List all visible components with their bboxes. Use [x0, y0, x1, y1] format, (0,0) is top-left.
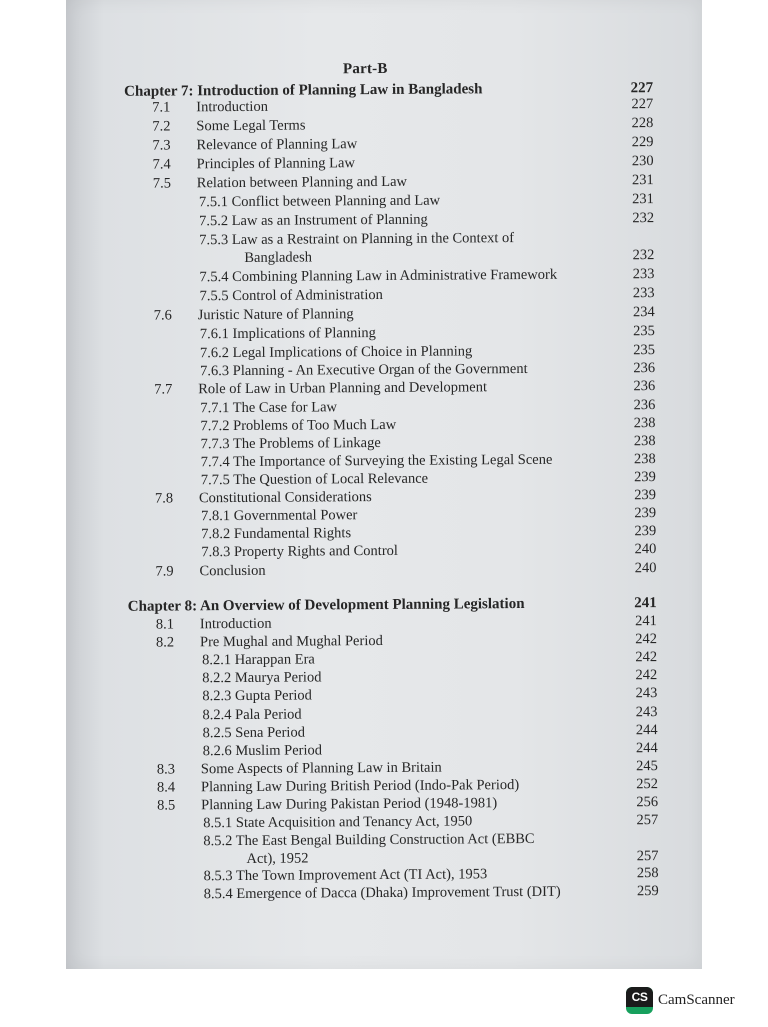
toc-page-number: 233 — [632, 285, 655, 302]
toc-section-number: 8.1 — [155, 616, 175, 633]
toc-entry-title: 7.5.1 Conflict between Planning and Law — [198, 192, 441, 211]
toc-page-number: 239 — [634, 523, 657, 540]
toc-page-number: 236 — [633, 397, 656, 414]
toc-entry-title: 7.7.2 Problems of Too Much Law — [200, 416, 397, 435]
camscanner-logo-icon — [626, 987, 653, 1014]
toc-entry-title: 7.5.3 Law as a Restraint on Planning in the Context of — [199, 230, 515, 249]
toc-page-number: 243 — [635, 704, 658, 721]
toc-page-number: 231 — [632, 191, 654, 208]
toc-entry-title: 8.2.3 Gupta Period — [202, 687, 312, 705]
toc-entry-title: Introduction — [196, 98, 268, 116]
toc-entry-title: Pre Mughal and Mughal Period — [199, 632, 383, 651]
toc-entry-title: 8.2.5 Sena Period — [202, 724, 305, 742]
toc-page-number: 243 — [635, 685, 658, 702]
toc-entry-title: 7.6.2 Legal Implications of Choice in Planning — [199, 343, 473, 362]
toc-page-number: 239 — [634, 469, 656, 486]
toc-page-number: 235 — [633, 342, 656, 359]
toc-page-number: 232 — [632, 247, 655, 264]
toc-page-number: 228 — [631, 115, 654, 132]
toc-entry-title: 7.5.4 Combining Planning Law in Administrative Framework — [199, 266, 558, 286]
toc-entry-title: Planning Law During Pakistan Period (1948-1981) — [201, 795, 498, 814]
toc-page-number: 234 — [632, 304, 655, 321]
toc-entry-title: Principles of Planning Law — [196, 155, 355, 173]
toc-page-number: 242 — [635, 649, 658, 666]
toc-section-number: 7.6 — [153, 307, 172, 324]
toc-entry-title: 7.7.1 The Case for Law — [200, 399, 338, 417]
toc-entry-title: Introduction — [199, 615, 272, 633]
toc-section-number: 8.5 — [157, 797, 176, 814]
toc-entry-title: Constitutional Considerations — [198, 489, 372, 507]
toc-entry-title: 7.6.3 Planning - An Executive Organ of the Government — [200, 360, 528, 380]
toc-entry-title: Relation between Planning and Law — [196, 173, 408, 192]
toc-page-number: 238 — [633, 451, 656, 468]
toc-page-number: 245 — [636, 758, 658, 775]
toc-entry-title: Some Aspects of Planning Law in Britain — [200, 759, 442, 778]
toc-page-number: 233 — [632, 266, 655, 283]
camscanner-logo-text: CS — [626, 987, 653, 1007]
toc-page-number: 229 — [631, 134, 654, 151]
toc-page-number: 230 — [631, 153, 654, 170]
toc-page-number: 244 — [635, 722, 658, 739]
toc-page-number: 227 — [630, 80, 654, 97]
camscanner-brand: CamScanner — [658, 991, 735, 1008]
toc-page-number: 240 — [634, 560, 657, 577]
toc-page-number: 242 — [635, 667, 658, 684]
toc-entry-title: 8.5.4 Emergence of Dacca (Dhaka) Improvement Trust (DIT) — [203, 883, 561, 903]
toc-entry-title: 8.5.1 State Acquisition and Tenancy Act, 1950 — [203, 813, 473, 832]
toc-entry-title: 7.5.2 Law as an Instrument of Planning — [198, 211, 428, 230]
toc-page-number: 256 — [636, 794, 659, 811]
toc-entry-title: Bangladesh — [244, 249, 313, 266]
toc-section-number: 7.2 — [152, 118, 171, 135]
toc-entry-title: 8.2.4 Pala Period — [202, 706, 302, 724]
toc-page-number: 241 — [635, 613, 657, 630]
toc-page-number: 257 — [636, 812, 659, 829]
toc-page-number: 259 — [636, 883, 659, 900]
toc-entry-title: 7.7.3 The Problems of Linkage — [200, 434, 381, 453]
toc-section-number: 7.9 — [155, 563, 174, 580]
toc-entry-title: Relevance of Planning Law — [196, 136, 358, 154]
toc-entry-title: Some Legal Terms — [196, 117, 306, 135]
toc-page-number: 235 — [633, 323, 655, 340]
toc-section-number: 7.5 — [152, 175, 171, 192]
toc-page-number: 244 — [635, 740, 658, 757]
toc-page-number: 236 — [633, 360, 656, 377]
toc-section-number: 7.8 — [154, 490, 174, 507]
toc-entry-title: 7.8.2 Fundamental Rights — [201, 525, 352, 543]
toc-page-number: 257 — [636, 848, 659, 865]
camscanner-watermark — [626, 986, 735, 1014]
toc-entry-title: Planning Law During British Period (Indo-Pak Period) — [200, 777, 520, 796]
toc-page-number: 236 — [633, 378, 656, 395]
toc-entry-title: Act), 1952 — [246, 850, 309, 867]
toc-entry-title: Chapter 8: An Overview of Development Planning Legislation — [127, 595, 525, 615]
toc-entry-title: 8.5.2 The East Bengal Building Construction Act (EBBC — [203, 830, 535, 850]
toc-page-number: 232 — [632, 210, 655, 227]
toc-entry-title: 7.8.3 Property Rights and Control — [201, 542, 398, 561]
toc-entry-title: Conclusion — [199, 562, 266, 580]
toc-section-number: 7.1 — [152, 99, 171, 116]
toc-entry-title: 7.5.5 Control of Administration — [199, 286, 383, 305]
toc-section-number: 8.3 — [156, 761, 176, 778]
toc-page-number: 252 — [636, 776, 659, 793]
toc-page-number: 239 — [634, 505, 657, 522]
toc-entry-title: 8.2.6 Muslim Period — [202, 742, 323, 760]
toc-section-number: 7.4 — [152, 156, 171, 173]
toc-section-number: 7.3 — [152, 137, 171, 154]
toc-entry-title: 7.6.1 Implications of Planning — [199, 325, 376, 343]
toc-entry-title: 8.2.2 Maurya Period — [202, 669, 322, 687]
toc-entry-title: Juristic Nature of Planning — [197, 306, 354, 324]
part-heading: Part-B — [342, 60, 388, 78]
toc-page-number: 242 — [635, 631, 658, 648]
toc-entry-title: 7.7.4 The Importance of Surveying the Existing Legal Scene — [200, 451, 553, 471]
toc-page-number: 231 — [631, 172, 654, 189]
toc-section-number: 8.4 — [156, 779, 176, 796]
toc-section-number: 7.7 — [154, 381, 173, 398]
toc-page-number: 258 — [636, 865, 659, 882]
toc-entry-title: 7.8.1 Governmental Power — [201, 507, 358, 525]
toc-page-number: 240 — [634, 541, 657, 558]
toc-page-number: 238 — [633, 433, 656, 450]
toc-entry-title: Role of Law in Urban Planning and Development — [198, 379, 488, 398]
toc-entry-title: 8.2.1 Harappan Era — [202, 651, 315, 669]
toc-entry-title: 8.5.3 The Town Improvement Act (TI Act), 1953 — [203, 866, 488, 885]
toc-section-number: 8.2 — [155, 634, 175, 651]
toc-entry-title: 7.7.5 The Question of Local Relevance — [200, 470, 429, 489]
toc-entry-title: Chapter 7: Introduction of Planning Law in Bangladesh — [124, 81, 483, 100]
toc-page-number: 241 — [634, 595, 657, 612]
toc-page-number: 238 — [633, 415, 656, 432]
toc-page-number: 239 — [634, 487, 657, 504]
toc-page-number: 227 — [631, 96, 654, 113]
